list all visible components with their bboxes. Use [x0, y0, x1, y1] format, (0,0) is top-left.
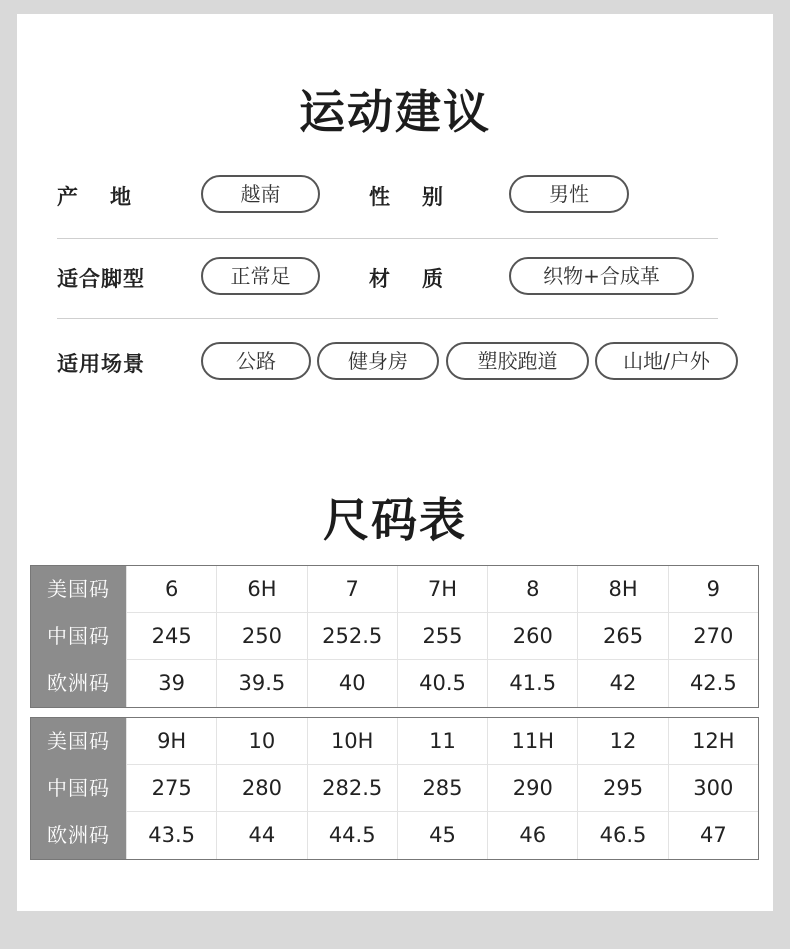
size-table-2: [30, 717, 759, 860]
material-label: 材质: [369, 267, 475, 291]
size-cell: 46: [487, 812, 577, 859]
gender-label: 性别: [369, 185, 475, 209]
row-header: 欧洲码: [31, 812, 126, 859]
row-divider: [57, 318, 718, 319]
table-row-eu: [31, 660, 758, 707]
size-cell: 285: [397, 765, 487, 812]
size-cell: 40.5: [397, 660, 487, 707]
row-header: 欧洲码: [31, 660, 126, 707]
size-cell: 44: [216, 812, 306, 859]
foot-type-value-pill: 正常足: [201, 257, 320, 295]
size-cell: 252.5: [307, 613, 397, 660]
table-row-eu: [31, 812, 758, 859]
size-cell: 8H: [577, 566, 667, 613]
size-cell: 6H: [216, 566, 306, 613]
origin-value-pill: 越南: [201, 175, 320, 213]
size-cell: 43.5: [126, 812, 216, 859]
table-row-cn: [31, 765, 758, 812]
scene-row: [17, 342, 773, 386]
size-cell: 270: [668, 613, 758, 660]
table-row-cn: [31, 613, 758, 660]
size-cell: 300: [668, 765, 758, 812]
table-row-us: [31, 718, 758, 765]
sports-advice-title: 运动建议: [299, 85, 491, 139]
size-cell: 12: [577, 718, 667, 765]
size-cell: 39.5: [216, 660, 306, 707]
attribute-row-origin-gender: [17, 175, 773, 219]
attribute-row-foot-material: [17, 257, 773, 301]
material-value-pill: 织物+合成革: [509, 257, 694, 295]
size-cell: 39: [126, 660, 216, 707]
row-divider: [57, 238, 718, 239]
scene-tag-road: 公路: [201, 342, 311, 380]
size-cell: 250: [216, 613, 306, 660]
origin-label: 产地: [57, 185, 163, 209]
size-cell: 12H: [668, 718, 758, 765]
size-cell: 9: [668, 566, 758, 613]
size-cell: 9H: [126, 718, 216, 765]
size-table-1: [30, 565, 759, 708]
size-cell: 44.5: [307, 812, 397, 859]
size-cell: 275: [126, 765, 216, 812]
row-header: 美国码: [31, 718, 126, 765]
size-cell: 255: [397, 613, 487, 660]
size-cell: 7: [307, 566, 397, 613]
scene-tag-mountain: 山地/户外: [595, 342, 738, 380]
size-cell: 46.5: [577, 812, 667, 859]
size-chart-title: 尺码表: [323, 493, 467, 547]
scene-label: 适用场景: [57, 352, 145, 376]
row-header: 中国码: [31, 765, 126, 812]
size-cell: 42: [577, 660, 667, 707]
size-cell: 47: [668, 812, 758, 859]
size-cell: 42.5: [668, 660, 758, 707]
size-cell: 45: [397, 812, 487, 859]
size-cell: 265: [577, 613, 667, 660]
foot-type-label: 适合脚型: [57, 267, 145, 291]
size-cell: 10: [216, 718, 306, 765]
scene-tag-track: 塑胶跑道: [446, 342, 589, 380]
content-card: [17, 14, 773, 911]
size-cell: 7H: [397, 566, 487, 613]
scene-tag-gym: 健身房: [317, 342, 439, 380]
size-cell: 10H: [307, 718, 397, 765]
size-cell: 11H: [487, 718, 577, 765]
table-row-us: [31, 566, 758, 613]
size-cell: 260: [487, 613, 577, 660]
size-cell: 40: [307, 660, 397, 707]
size-cell: 11: [397, 718, 487, 765]
size-cell: 295: [577, 765, 667, 812]
gender-value-pill: 男性: [509, 175, 629, 213]
size-cell: 245: [126, 613, 216, 660]
row-header: 美国码: [31, 566, 126, 613]
row-header: 中国码: [31, 613, 126, 660]
size-cell: 290: [487, 765, 577, 812]
size-cell: 6: [126, 566, 216, 613]
size-cell: 282.5: [307, 765, 397, 812]
size-cell: 280: [216, 765, 306, 812]
size-cell: 41.5: [487, 660, 577, 707]
size-cell: 8: [487, 566, 577, 613]
